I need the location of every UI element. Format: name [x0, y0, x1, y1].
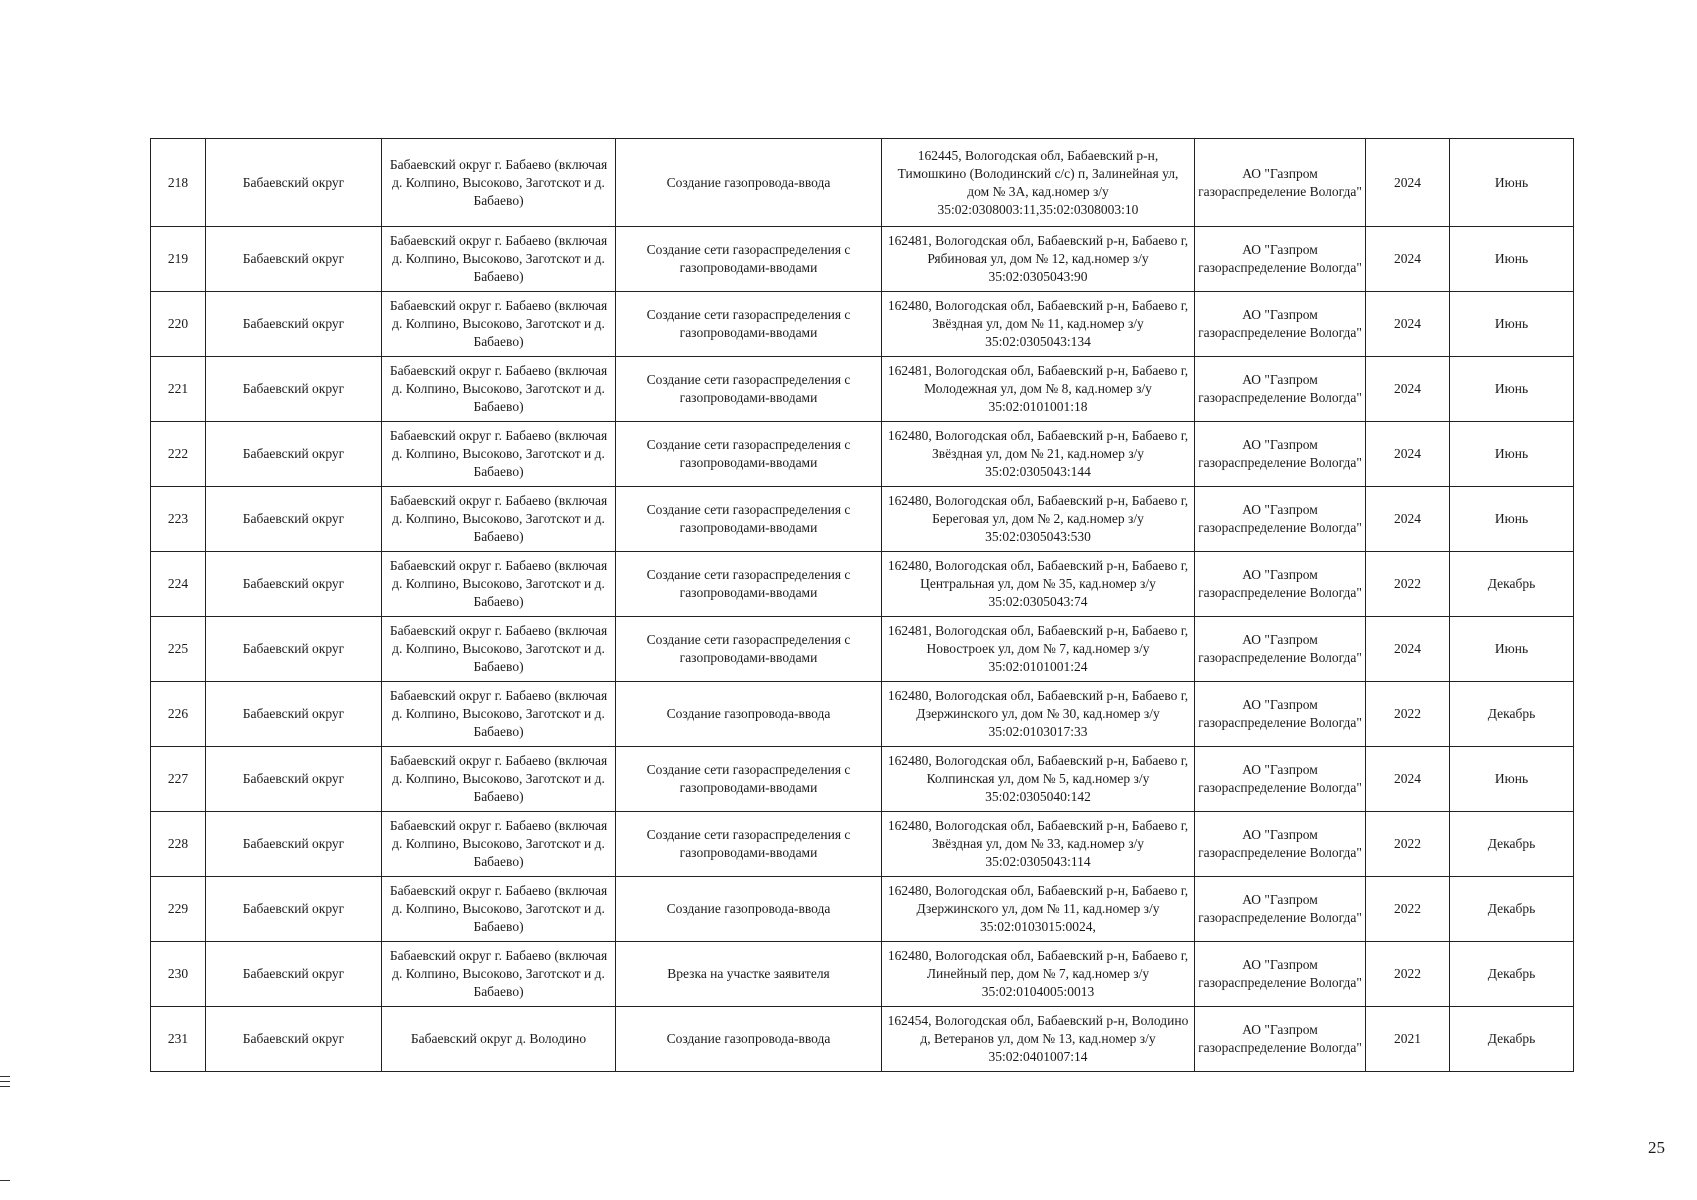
cell-district: Бабаевский округ [206, 877, 382, 942]
cell-month: Июнь [1450, 292, 1574, 357]
cell-address: 162480, Вологодская обл, Бабаевский р-н, Бабаево г, Линейный пер, дом № 7, кад.номер з/у 35:02:0104005:0013 [882, 942, 1195, 1007]
table-body [151, 139, 1574, 1072]
cell-organization: АО "Газпром газораспределение Вологда" [1195, 812, 1366, 877]
cell-organization: АО "Газпром газораспределение Вологда" [1195, 487, 1366, 552]
cell-district: Бабаевский округ [206, 139, 382, 227]
cell-work-type: Создание сети газораспределения с газопроводами-вводами [616, 422, 882, 487]
cell-work-type: Создание газопровода-ввода [616, 139, 882, 227]
cell-year: 2022 [1366, 682, 1450, 747]
cell-month: Июнь [1450, 139, 1574, 227]
cell-address: 162480, Вологодская обл, Бабаевский р-н, Бабаево г, Колпинская ул, дом № 5, кад.номер з/у 35:02:0305040:142 [882, 747, 1195, 812]
cell-month: Июнь [1450, 422, 1574, 487]
cell-number: 229 [151, 877, 206, 942]
table-row [151, 1007, 1574, 1072]
cell-address: 162481, Вологодская обл, Бабаевский р-н, Бабаево г, Молодежная ул, дом № 8, кад.номер з/у 35:02:0101001:18 [882, 357, 1195, 422]
cell-district: Бабаевский округ [206, 292, 382, 357]
table-row [151, 357, 1574, 422]
cell-month: Июнь [1450, 357, 1574, 422]
cell-district: Бабаевский округ [206, 422, 382, 487]
cell-settlement: Бабаевский округ г. Бабаево (включая д. Колпино, Высоково, Заготскот и д. Бабаево) [382, 552, 616, 617]
cell-year: 2022 [1366, 812, 1450, 877]
cell-organization: АО "Газпром газораспределение Вологда" [1195, 139, 1366, 227]
cell-month: Декабрь [1450, 1007, 1574, 1072]
cell-address: 162480, Вологодская обл, Бабаевский р-н, Бабаево г, Центральная ул, дом № 35, кад.номер з/у 35:02:0305043:74 [882, 552, 1195, 617]
cell-work-type: Создание сети газораспределения с газопроводами-вводами [616, 747, 882, 812]
cell-year: 2024 [1366, 487, 1450, 552]
cell-organization: АО "Газпром газораспределение Вологда" [1195, 877, 1366, 942]
cell-work-type: Врезка на участке заявителя [616, 942, 882, 1007]
cell-settlement: Бабаевский округ г. Бабаево (включая д. Колпино, Высоково, Заготскот и д. Бабаево) [382, 682, 616, 747]
table-row [151, 617, 1574, 682]
cell-address: 162480, Вологодская обл, Бабаевский р-н, Бабаево г, Дзержинского ул, дом № 11, кад.номер з/у 35:02:0103015:0024, [882, 877, 1195, 942]
cell-number: 220 [151, 292, 206, 357]
cell-settlement: Бабаевский округ г. Бабаево (включая д. Колпино, Высоково, Заготскот и д. Бабаево) [382, 139, 616, 227]
cell-work-type: Создание газопровода-ввода [616, 682, 882, 747]
cell-number: 227 [151, 747, 206, 812]
cell-year: 2024 [1366, 617, 1450, 682]
cell-settlement: Бабаевский округ г. Бабаево (включая д. Колпино, Высоково, Заготскот и д. Бабаево) [382, 747, 616, 812]
cell-month: Декабрь [1450, 682, 1574, 747]
cell-settlement: Бабаевский округ г. Бабаево (включая д. Колпино, Высоково, Заготскот и д. Бабаево) [382, 422, 616, 487]
cell-district: Бабаевский округ [206, 747, 382, 812]
cell-number: 230 [151, 942, 206, 1007]
margin-mark [0, 1081, 10, 1082]
cell-district: Бабаевский округ [206, 357, 382, 422]
cell-settlement: Бабаевский округ г. Бабаево (включая д. Колпино, Высоково, Заготскот и д. Бабаево) [382, 942, 616, 1007]
cell-number: 226 [151, 682, 206, 747]
cell-month: Июнь [1450, 747, 1574, 812]
cell-number: 219 [151, 227, 206, 292]
table-row [151, 552, 1574, 617]
cell-year: 2022 [1366, 877, 1450, 942]
cell-address: 162481, Вологодская обл, Бабаевский р-н, Бабаево г, Рябиновая ул, дом № 12, кад.номер з/у 35:02:0305043:90 [882, 227, 1195, 292]
cell-number: 224 [151, 552, 206, 617]
cell-address: 162480, Вологодская обл, Бабаевский р-н, Бабаево г, Звёздная ул, дом № 11, кад.номер з/у 35:02:0305043:134 [882, 292, 1195, 357]
gasification-table [150, 138, 1574, 1072]
cell-year: 2024 [1366, 227, 1450, 292]
cell-organization: АО "Газпром газораспределение Вологда" [1195, 552, 1366, 617]
cell-settlement: Бабаевский округ г. Бабаево (включая д. Колпино, Высоково, Заготскот и д. Бабаево) [382, 812, 616, 877]
cell-year: 2021 [1366, 1007, 1450, 1072]
cell-month: Декабрь [1450, 812, 1574, 877]
table-row [151, 487, 1574, 552]
cell-number: 223 [151, 487, 206, 552]
cell-year: 2024 [1366, 292, 1450, 357]
cell-organization: АО "Газпром газораспределение Вологда" [1195, 747, 1366, 812]
cell-work-type: Создание сети газораспределения с газопроводами-вводами [616, 552, 882, 617]
cell-number: 225 [151, 617, 206, 682]
cell-settlement: Бабаевский округ г. Бабаево (включая д. Колпино, Высоково, Заготскот и д. Бабаево) [382, 292, 616, 357]
cell-organization: АО "Газпром газораспределение Вологда" [1195, 1007, 1366, 1072]
cell-organization: АО "Газпром газораспределение Вологда" [1195, 617, 1366, 682]
cell-month: Июнь [1450, 227, 1574, 292]
cell-work-type: Создание газопровода-ввода [616, 1007, 882, 1072]
cell-work-type: Создание сети газораспределения с газопроводами-вводами [616, 487, 882, 552]
cell-year: 2024 [1366, 422, 1450, 487]
table-row [151, 227, 1574, 292]
cell-number: 222 [151, 422, 206, 487]
cell-month: Декабрь [1450, 942, 1574, 1007]
table-row [151, 422, 1574, 487]
cell-district: Бабаевский округ [206, 682, 382, 747]
page-number: 25 [1648, 1138, 1665, 1157]
cell-number: 231 [151, 1007, 206, 1072]
table-row [151, 942, 1574, 1007]
cell-year: 2022 [1366, 552, 1450, 617]
cell-year: 2024 [1366, 357, 1450, 422]
cell-district: Бабаевский округ [206, 617, 382, 682]
table-row [151, 292, 1574, 357]
cell-address: 162454, Вологодская обл, Бабаевский р-н, Володино д, Ветеранов ул, дом № 13, кад.номер з/у 35:02:0401007:14 [882, 1007, 1195, 1072]
cell-month: Июнь [1450, 487, 1574, 552]
cell-number: 228 [151, 812, 206, 877]
cell-settlement: Бабаевский округ г. Бабаево (включая д. Колпино, Высоково, Заготскот и д. Бабаево) [382, 357, 616, 422]
margin-mark [0, 1086, 10, 1087]
cell-address: 162480, Вологодская обл, Бабаевский р-н, Бабаево г, Дзержинского ул, дом № 30, кад.номер з/у 35:02:0103017:33 [882, 682, 1195, 747]
cell-organization: АО "Газпром газораспределение Вологда" [1195, 422, 1366, 487]
cell-address: 162480, Вологодская обл, Бабаевский р-н, Бабаево г, Звёздная ул, дом № 21, кад.номер з/у 35:02:0305043:144 [882, 422, 1195, 487]
cell-work-type: Создание сети газораспределения с газопроводами-вводами [616, 292, 882, 357]
cell-district: Бабаевский округ [206, 487, 382, 552]
cell-organization: АО "Газпром газораспределение Вологда" [1195, 292, 1366, 357]
cell-year: 2024 [1366, 747, 1450, 812]
cell-address: 162480, Вологодская обл, Бабаевский р-н, Бабаево г, Звёздная ул, дом № 33, кад.номер з/у 35:02:0305043:114 [882, 812, 1195, 877]
table-row [151, 747, 1574, 812]
cell-month: Июнь [1450, 617, 1574, 682]
cell-work-type: Создание сети газораспределения с газопроводами-вводами [616, 227, 882, 292]
cell-work-type: Создание сети газораспределения с газопроводами-вводами [616, 357, 882, 422]
cell-settlement: Бабаевский округ г. Бабаево (включая д. Колпино, Высоково, Заготскот и д. Бабаево) [382, 487, 616, 552]
cell-address: 162480, Вологодская обл, Бабаевский р-н, Бабаево г, Береговая ул, дом № 2, кад.номер з/у 35:02:0305043:530 [882, 487, 1195, 552]
table-row [151, 139, 1574, 227]
cell-work-type: Создание сети газораспределения с газопроводами-вводами [616, 617, 882, 682]
table-row [151, 682, 1574, 747]
cell-organization: АО "Газпром газораспределение Вологда" [1195, 682, 1366, 747]
cell-address: 162445, Вологодская обл, Бабаевский р-н, Тимошкино (Володинский с/с) п, Залинейная ул, дом № 3А, кад.номер з/у 35:02:0308003:11,35:02:0308003:10 [882, 139, 1195, 227]
cell-district: Бабаевский округ [206, 942, 382, 1007]
cell-address: 162481, Вологодская обл, Бабаевский р-н, Бабаево г, Новостроек ул, дом № 7, кад.номер з/у 35:02:0101001:24 [882, 617, 1195, 682]
cell-district: Бабаевский округ [206, 552, 382, 617]
margin-mark [0, 1076, 10, 1077]
cell-number: 218 [151, 139, 206, 227]
cell-month: Декабрь [1450, 877, 1574, 942]
cell-year: 2022 [1366, 942, 1450, 1007]
cell-district: Бабаевский округ [206, 227, 382, 292]
cell-year: 2024 [1366, 139, 1450, 227]
margin-mark [0, 1180, 10, 1181]
cell-settlement: Бабаевский округ д. Володино [382, 1007, 616, 1072]
table-row [151, 877, 1574, 942]
cell-work-type: Создание сети газораспределения с газопроводами-вводами [616, 812, 882, 877]
cell-month: Декабрь [1450, 552, 1574, 617]
cell-settlement: Бабаевский округ г. Бабаево (включая д. Колпино, Высоково, Заготскот и д. Бабаево) [382, 617, 616, 682]
cell-organization: АО "Газпром газораспределение Вологда" [1195, 942, 1366, 1007]
cell-organization: АО "Газпром газораспределение Вологда" [1195, 227, 1366, 292]
cell-settlement: Бабаевский округ г. Бабаево (включая д. Колпино, Высоково, Заготскот и д. Бабаево) [382, 227, 616, 292]
cell-district: Бабаевский округ [206, 1007, 382, 1072]
cell-settlement: Бабаевский округ г. Бабаево (включая д. Колпино, Высоково, Заготскот и д. Бабаево) [382, 877, 616, 942]
cell-work-type: Создание газопровода-ввода [616, 877, 882, 942]
cell-organization: АО "Газпром газораспределение Вологда" [1195, 357, 1366, 422]
cell-number: 221 [151, 357, 206, 422]
cell-district: Бабаевский округ [206, 812, 382, 877]
table-row [151, 812, 1574, 877]
